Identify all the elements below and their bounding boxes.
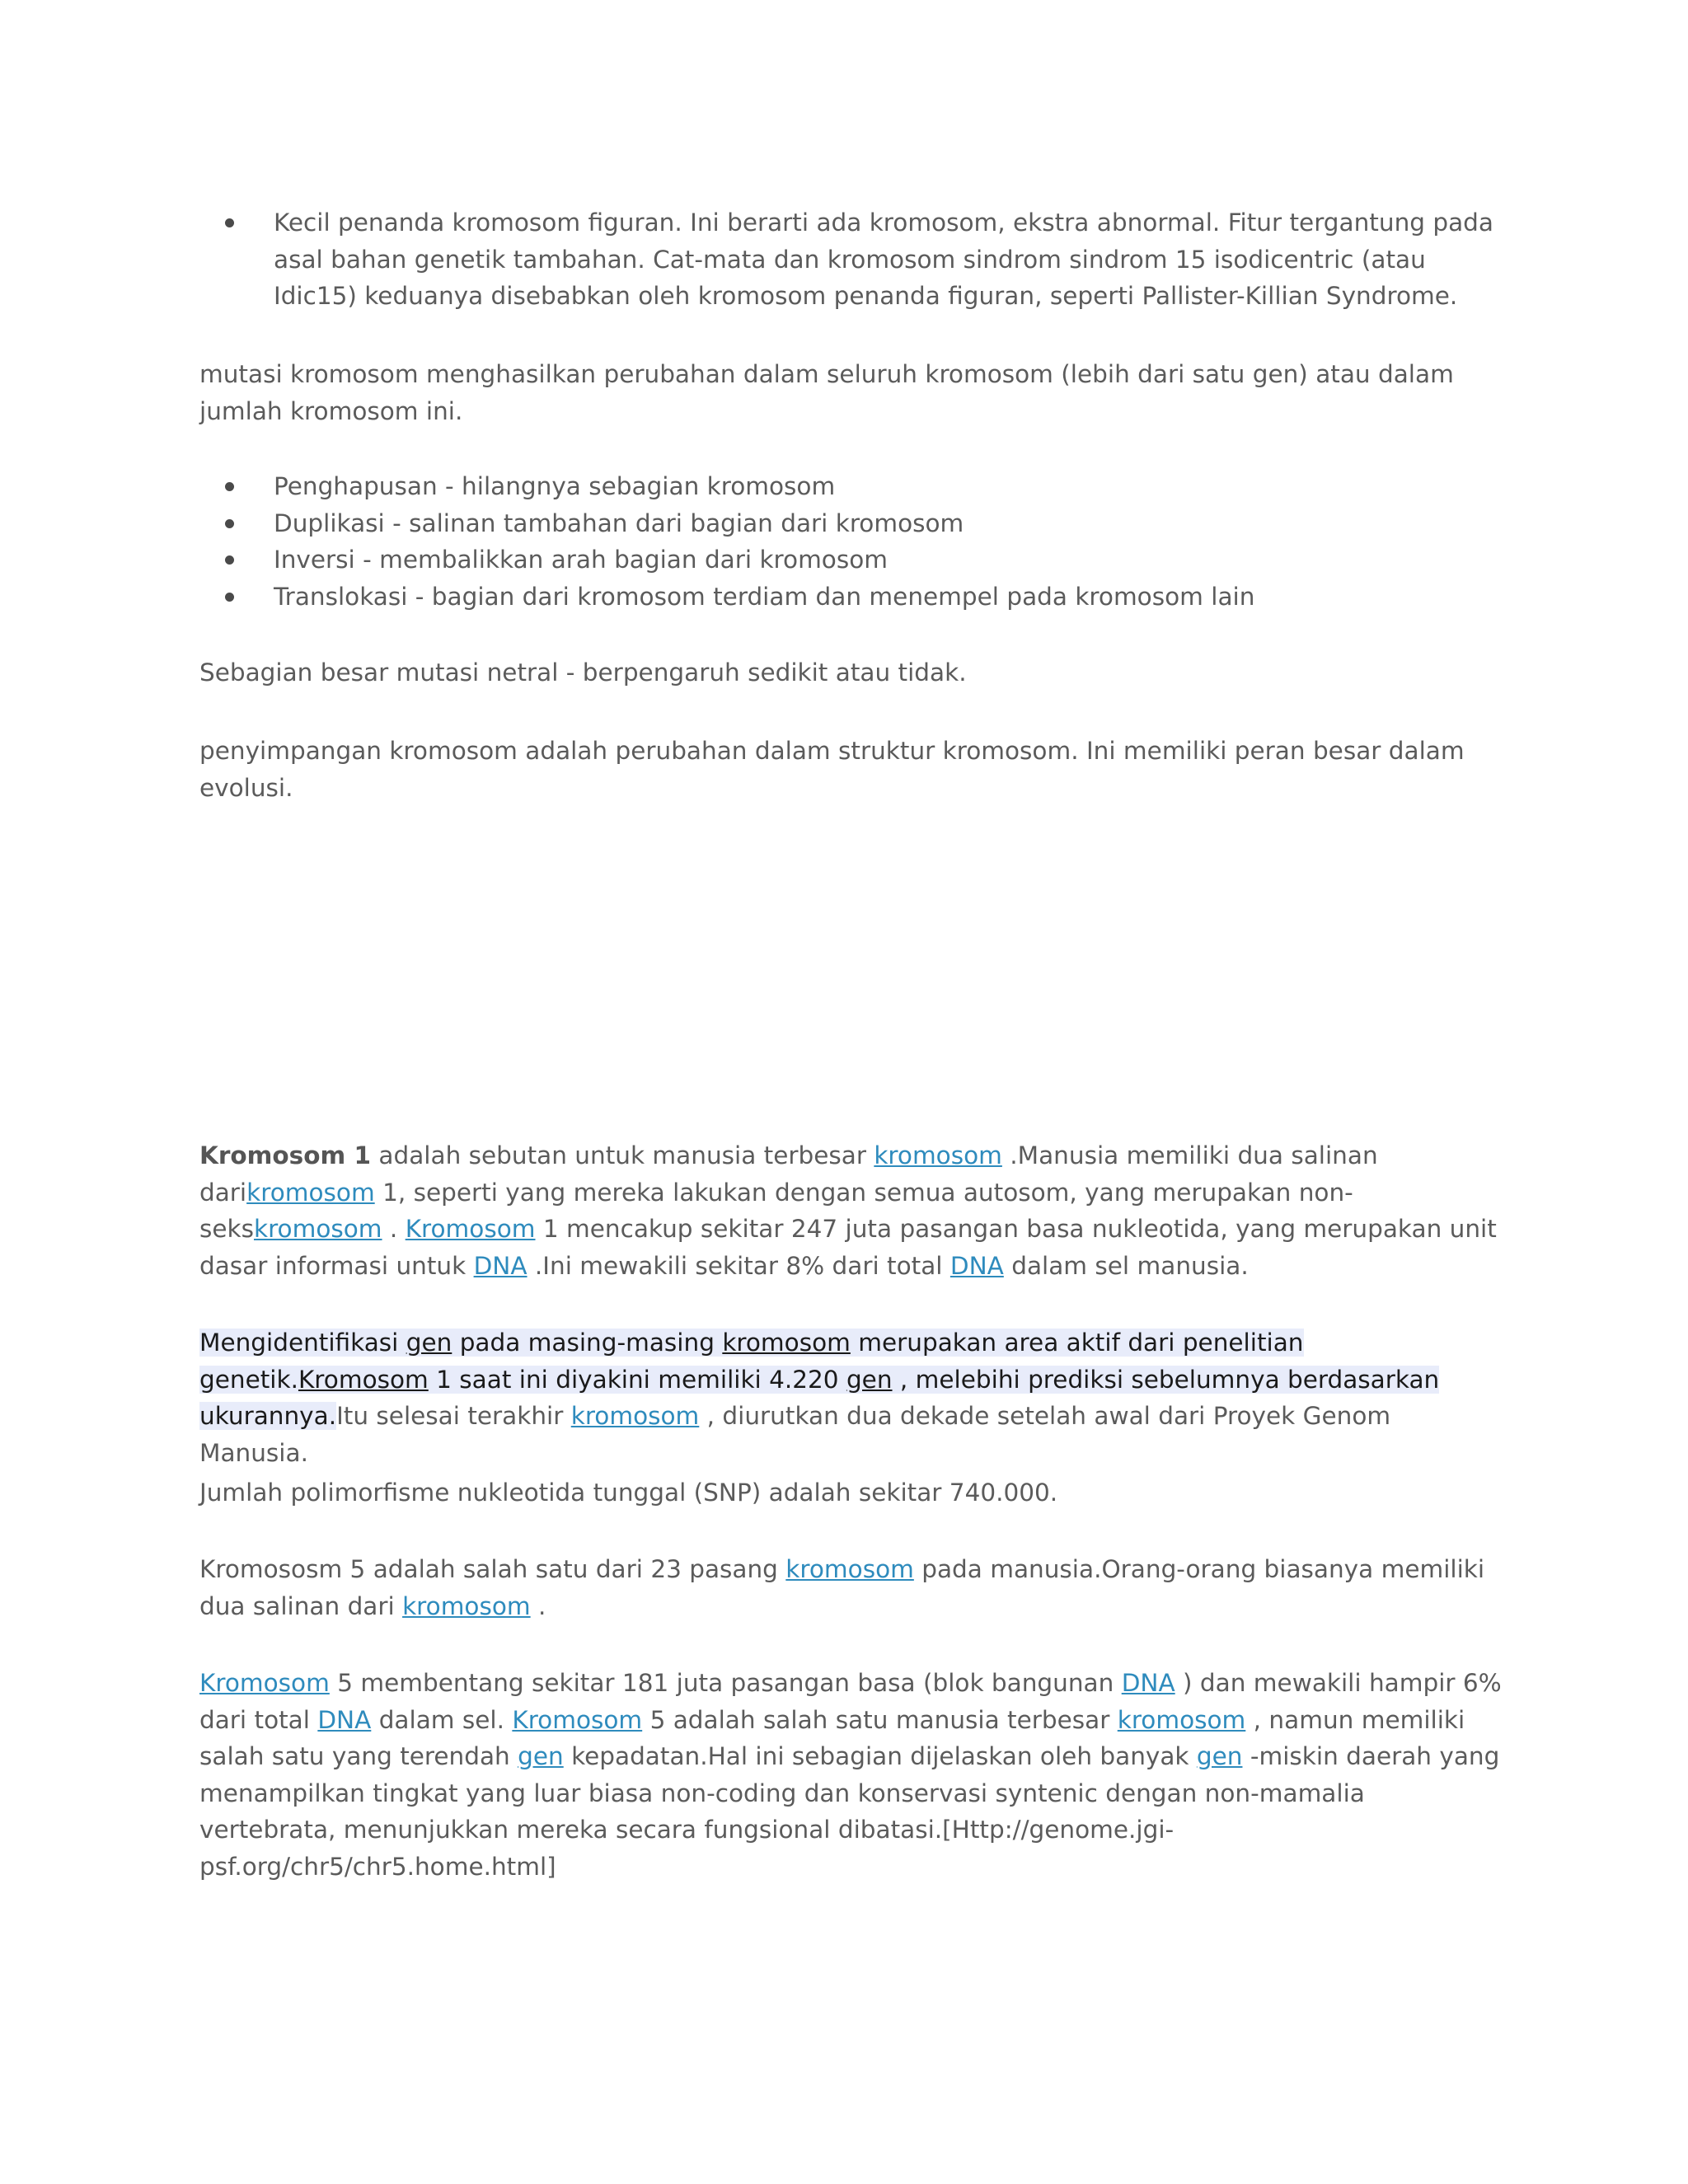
kromosom-link[interactable]: kromosom bbox=[570, 1402, 700, 1430]
text-span: dalam sel. bbox=[371, 1705, 513, 1734]
list-item-text: Translokasi - bagian dari kromosom terdiam dan menempel pada kromosom lain bbox=[274, 582, 1255, 611]
mutasi-list bbox=[199, 468, 1502, 615]
chr5-paragraph-2 bbox=[199, 1665, 1502, 1885]
text-span: kepadatan.Hal ini sebagian dijelaskan oleh banyak bbox=[563, 1742, 1197, 1770]
text-span: 5 membentang sekitar 181 juta pasangan basa (blok bangunan bbox=[329, 1669, 1122, 1697]
gen-link[interactable]: gen bbox=[1196, 1742, 1243, 1770]
text-span: pada manusia.Orang-orang biasanya memiliki dua salinan dari bbox=[199, 1555, 1485, 1620]
text-span: , melebihi prediksi sebelumnya berdasarkan ukurannya. bbox=[199, 1365, 1440, 1430]
figuran-list bbox=[199, 204, 1502, 315]
list-item-text: Duplikasi - salinan tambahan dari bagian dari kromosom bbox=[274, 509, 964, 537]
text-span: 1, seperti yang mereka lakukan dengan semua autosom, yang merupakan non-seks bbox=[199, 1178, 1353, 1243]
chr1-paragraph-1 bbox=[199, 1137, 1502, 1284]
dna-link[interactable]: DNA bbox=[473, 1251, 528, 1280]
text-span: pada masing-masing bbox=[452, 1329, 723, 1357]
text-span: 5 adalah salah satu manusia terbesar bbox=[642, 1705, 1118, 1734]
text-span: dalam sel manusia. bbox=[1003, 1251, 1249, 1280]
bullet-icon bbox=[225, 555, 234, 565]
text-span: . bbox=[382, 1215, 406, 1243]
list-item bbox=[199, 468, 1502, 505]
bullet-icon bbox=[225, 218, 234, 227]
text-span: Kromososm 5 adalah salah satu dari 23 pasang bbox=[199, 1555, 786, 1583]
kromosom-link[interactable]: Kromosom bbox=[405, 1215, 536, 1243]
kromosom-link[interactable]: kromosom bbox=[722, 1329, 851, 1357]
list-item bbox=[199, 541, 1502, 579]
kromosom-link[interactable]: kromosom bbox=[246, 1178, 375, 1207]
kromosom-link[interactable]: kromosom bbox=[402, 1591, 531, 1620]
bullet-icon bbox=[225, 593, 234, 602]
text-span: .Ini mewakili sekitar 8% dari total bbox=[527, 1251, 950, 1280]
list-item-text: Kecil penanda kromosom figuran. Ini berarti ada kromosom, ekstra abnormal. Fitur tergantung pada asal bahan genetik tambahan. Cat-mata dan kromosom sindrom sindrom 15 isodicentric (atau Idic15) keduanya disebabkan oleh kromosom penanda figuran, seperti Pallister-Killian Syndrome. bbox=[274, 209, 1493, 310]
gen-link[interactable]: gen bbox=[518, 1742, 564, 1770]
kromosom-link[interactable]: Kromosom bbox=[199, 1669, 330, 1697]
list-item-text: Penghapusan - hilangnya sebagian kromosom bbox=[274, 472, 836, 500]
gen-link[interactable]: gen bbox=[406, 1329, 452, 1357]
list-item bbox=[199, 204, 1502, 315]
bullet-icon bbox=[225, 519, 234, 528]
gen-link[interactable]: gen bbox=[846, 1365, 893, 1394]
text-span: , diurutkan dua dekade setelah awal dari Proyek Genom Manusia. bbox=[199, 1402, 1391, 1467]
text-span: , namun memiliki salah satu yang terendah bbox=[199, 1705, 1465, 1770]
dna-link[interactable]: DNA bbox=[950, 1251, 1004, 1280]
mutasi-intro-paragraph: mutasi kromosom menghasilkan perubahan dalam seluruh kromosom (lebih dari satu gen) atau dalam jumlah kromosom ini. bbox=[199, 360, 1454, 425]
text-span: Mengidentifikasi bbox=[199, 1329, 406, 1357]
kromosom-link[interactable]: kromosom bbox=[785, 1555, 914, 1583]
text-span: merupakan area aktif dari penelitian genetik. bbox=[199, 1329, 1304, 1394]
text-span: 1 saat ini diyakini memiliki 4.220 bbox=[428, 1365, 846, 1394]
text-span: -miskin daerah yang menampilkan tingkat yang luar biasa non-coding dan konservasi syntenic dengan non-mamalia vertebrata, menunjukkan mereka secara fungsional dibatasi.[Http://genome.jgi-psf.org/chr5/chr5.home.html] bbox=[199, 1742, 1500, 1881]
dna-link[interactable]: DNA bbox=[317, 1705, 372, 1734]
dna-link[interactable]: DNA bbox=[1121, 1669, 1175, 1697]
text-span: 1 mencakup sekitar 247 juta pasangan basa nukleotida, yang merupakan unit dasar informasi untuk bbox=[199, 1215, 1497, 1280]
text-span: Itu selesai terakhir bbox=[336, 1402, 571, 1430]
text-span: . bbox=[530, 1591, 546, 1620]
text-span: adalah sebutan untuk manusia terbesar bbox=[371, 1141, 874, 1169]
netral-paragraph: Sebagian besar mutasi netral - berpengaruh sedikit atau tidak. bbox=[199, 658, 967, 687]
kromosom-link[interactable]: kromosom bbox=[253, 1215, 382, 1243]
list-item bbox=[199, 505, 1502, 542]
chr1-bold-title: Kromosom 1 bbox=[199, 1141, 372, 1169]
text-span: ) dan mewakili hampir 6% dari total bbox=[199, 1669, 1502, 1734]
kromosom-link[interactable]: kromosom bbox=[874, 1141, 1002, 1169]
kromosom-link[interactable]: Kromosom bbox=[512, 1705, 643, 1734]
kromosom-link[interactable]: Kromosom bbox=[298, 1365, 429, 1394]
snp-paragraph: Jumlah polimorfisme nukleotida tunggal (SNP) adalah sekitar 740.000. bbox=[199, 1479, 1058, 1507]
kromosom-link[interactable]: kromosom bbox=[1117, 1705, 1246, 1734]
text-span: .Manusia memiliki dua salinan dari bbox=[199, 1141, 1378, 1207]
bullet-icon bbox=[225, 482, 234, 491]
penyimpangan-paragraph: penyimpangan kromosom adalah perubahan dalam struktur kromosom. Ini memiliki peran besar dalam evolusi. bbox=[199, 737, 1465, 802]
list-item-text: Inversi - membalikkan arah bagian dari kromosom bbox=[274, 546, 889, 574]
list-item bbox=[199, 579, 1502, 616]
chr5-paragraph-1 bbox=[199, 1551, 1502, 1624]
chr1-paragraph-2 bbox=[199, 1324, 1502, 1471]
